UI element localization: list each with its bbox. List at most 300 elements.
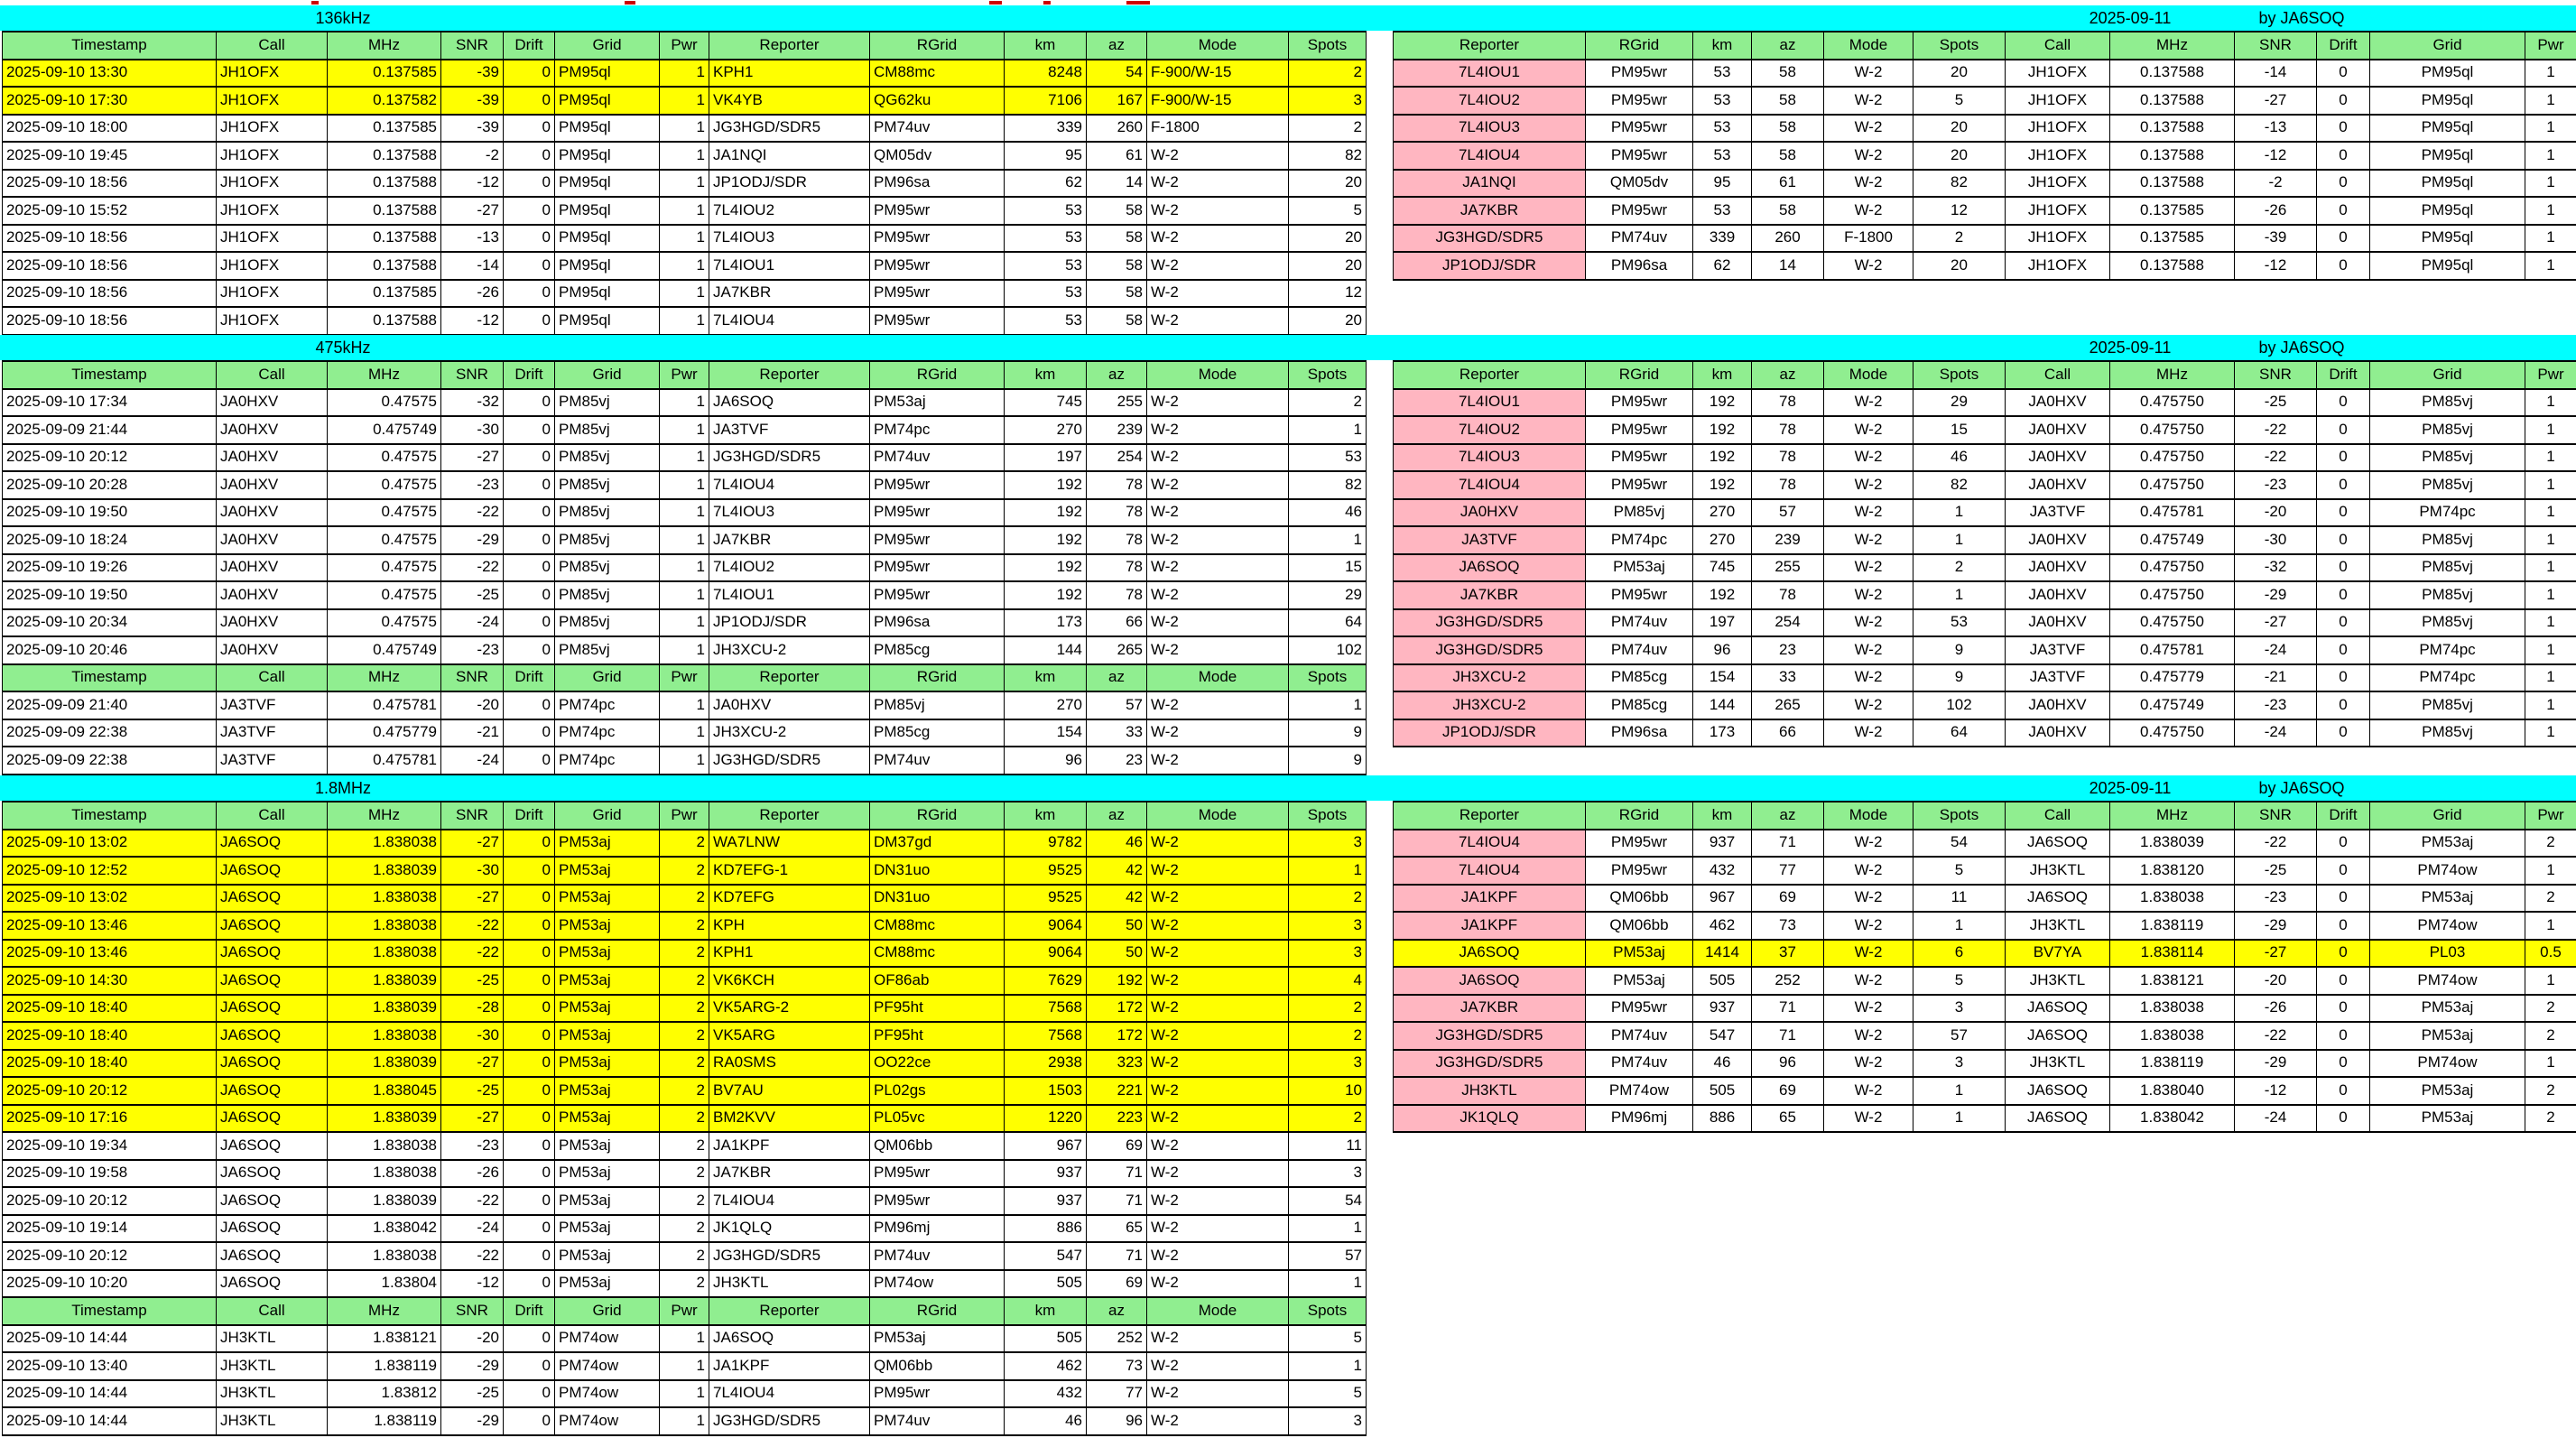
table-cell: JH3KTL	[2006, 1050, 2110, 1078]
table-cell: 1	[660, 1407, 709, 1435]
table-cell: 5	[1913, 857, 2006, 885]
table-row	[3, 747, 1367, 775]
table-cell: 0.47575	[328, 389, 441, 417]
table-cell: JH1OFX	[2006, 87, 2110, 115]
table-cell: PM74pc	[2370, 636, 2525, 664]
table-cell: 0	[2317, 225, 2370, 253]
table-cell: 2025-09-10 19:50	[3, 581, 217, 609]
table-cell: W-2	[1147, 636, 1289, 664]
table-cell: 2025-09-10 19:58	[3, 1160, 217, 1188]
table-cell: -27	[2235, 87, 2317, 115]
table-cell: 0	[504, 416, 555, 444]
column-header: Mode	[1824, 802, 1913, 830]
table-cell: 7L4IOU3	[709, 225, 870, 253]
table-row	[1394, 830, 2576, 858]
table-cell: 2	[1289, 885, 1367, 913]
table-cell: 33	[1752, 664, 1824, 692]
table-cell: 192	[1693, 471, 1752, 499]
table-cell: PM85vj	[2370, 554, 2525, 582]
table-cell: PM53aj	[555, 995, 660, 1023]
table-cell: 1	[1289, 691, 1367, 719]
table-cell: 0	[2317, 252, 2370, 280]
table-cell: -12	[441, 307, 504, 335]
table-cell: 2	[660, 1187, 709, 1215]
table-cell: PM85vj	[555, 609, 660, 637]
table-cell: PM74ow	[555, 1380, 660, 1408]
table-cell: 1.838038	[328, 1132, 441, 1160]
table-cell: JH3XCU-2	[709, 719, 870, 747]
table-cell: DN31uo	[870, 857, 1005, 885]
table-cell: -27	[2235, 940, 2317, 968]
table-cell: JH1OFX	[217, 280, 328, 308]
table-row	[3, 499, 1367, 527]
table-cell: 1	[2525, 636, 2576, 664]
table-cell: 29	[1289, 581, 1367, 609]
table-cell: 1.838119	[328, 1352, 441, 1380]
table-row	[3, 115, 1367, 143]
table-cell: 53	[1693, 87, 1752, 115]
table-cell: 7629	[1005, 967, 1087, 995]
table-cell: 20	[1913, 60, 2006, 88]
column-header: Mode	[1147, 802, 1289, 830]
table-cell: 7L4IOU4	[709, 307, 870, 335]
table-cell: F-1800	[1824, 225, 1913, 253]
table-cell: 270	[1693, 526, 1752, 554]
table-cell: JA0HXV	[217, 581, 328, 609]
table-cell: 0	[504, 1160, 555, 1188]
table-cell: JK1QLQ	[709, 1215, 870, 1243]
table-cell: 2025-09-10 19:14	[3, 1215, 217, 1243]
table-cell: 95	[1693, 170, 1752, 198]
table-cell: JA0HXV	[217, 499, 328, 527]
table-cell: PM95wr	[1586, 87, 1693, 115]
table-cell: 260	[1752, 225, 1824, 253]
table-cell: 78	[1752, 389, 1824, 417]
table-cell: 2	[660, 995, 709, 1023]
table-row	[3, 225, 1367, 253]
table-cell: PM74ow	[2370, 912, 2525, 940]
table-cell: PM53aj	[555, 967, 660, 995]
table-cell: 260	[1087, 115, 1147, 143]
table-cell: 0	[2317, 940, 2370, 968]
table-cell: 82	[1289, 142, 1367, 170]
table-cell: PM74uv	[870, 1407, 1005, 1435]
table-cell: 33	[1087, 719, 1147, 747]
table-cell: 1.838038	[328, 830, 441, 858]
table-cell: 0.475750	[2110, 581, 2235, 609]
table-cell: 0	[2317, 912, 2370, 940]
table-cell: -14	[441, 252, 504, 280]
table-cell: W-2	[1147, 1407, 1289, 1435]
table-cell: JA0HXV	[217, 609, 328, 637]
column-header: Timestamp	[3, 664, 217, 692]
table-cell: JA6SOQ	[217, 1160, 328, 1188]
table-cell: JH1OFX	[2006, 197, 2110, 225]
column-header: RGrid	[1586, 361, 1693, 389]
column-header: Pwr	[2525, 32, 2576, 60]
table-cell: KPH1	[709, 60, 870, 88]
table-cell: 1.838038	[2110, 995, 2235, 1023]
artifact-mark	[989, 1, 1002, 5]
table-cell: JA0HXV	[2006, 609, 2110, 637]
table-cell: PM53aj	[555, 1160, 660, 1188]
table-cell: 1	[2525, 444, 2576, 472]
table-cell: 2	[1289, 115, 1367, 143]
table-cell: 1	[2525, 416, 2576, 444]
table-cell: PL03	[2370, 940, 2525, 968]
table-cell: 154	[1693, 664, 1752, 692]
table-cell: 0.137585	[328, 60, 441, 88]
column-header: Reporter	[709, 664, 870, 692]
table-cell: W-2	[1824, 252, 1913, 280]
table-cell: PM85vj	[555, 389, 660, 417]
table-row	[1394, 1050, 2576, 1078]
table-cell: 9782	[1005, 830, 1087, 858]
table-cell: 462	[1005, 1352, 1087, 1380]
table-cell: 0	[2317, 1022, 2370, 1050]
table-cell: 61	[1752, 170, 1824, 198]
table-cell: 0	[504, 857, 555, 885]
table-cell: PM85cg	[1586, 691, 1693, 719]
table-cell: 1	[1913, 912, 2006, 940]
table-cell: PM85vj	[555, 416, 660, 444]
table-cell: PM95ql	[555, 225, 660, 253]
band-label: 136kHz	[315, 9, 371, 27]
table-cell: 1	[1289, 857, 1367, 885]
table-cell: 20	[1289, 252, 1367, 280]
table-cell: 0	[504, 252, 555, 280]
table-cell: 937	[1005, 1160, 1087, 1188]
table-cell: 223	[1087, 1105, 1147, 1133]
table-cell: JA0HXV	[217, 526, 328, 554]
table-row	[1394, 1105, 2576, 1133]
table-cell: 937	[1693, 995, 1752, 1023]
table-cell: F-1800	[1147, 115, 1289, 143]
table-cell: 7L4IOU4	[709, 471, 870, 499]
table-row	[3, 940, 1367, 968]
table-cell: 1	[1913, 1077, 2006, 1105]
table-cell: PM74pc	[555, 747, 660, 775]
table-cell: 1	[660, 719, 709, 747]
table-cell: 265	[1087, 636, 1147, 664]
column-header: Reporter	[1394, 802, 1586, 830]
table-row	[3, 691, 1367, 719]
table-cell: 0	[2317, 87, 2370, 115]
table-cell: 6	[1913, 940, 2006, 968]
table-cell: JH3XCU-2	[1394, 691, 1586, 719]
table-cell: W-2	[1147, 499, 1289, 527]
column-header: Call	[217, 664, 328, 692]
table-cell: JA6SOQ	[2006, 1105, 2110, 1133]
table-cell: 5	[1289, 1325, 1367, 1353]
table-cell: 102	[1913, 691, 2006, 719]
table-row	[1394, 471, 2576, 499]
table-cell: PM95wr	[1586, 197, 1693, 225]
table-row	[3, 307, 1367, 335]
table-cell: 66	[1752, 719, 1824, 747]
column-header: SNR	[2235, 802, 2317, 830]
table-cell: 53	[1005, 197, 1087, 225]
table-cell: 1	[2525, 252, 2576, 280]
table-cell: W-2	[1824, 60, 1913, 88]
table-cell: PM85vj	[555, 581, 660, 609]
table-cell: W-2	[1824, 444, 1913, 472]
table-cell: 58	[1087, 252, 1147, 280]
table-cell: 0.475749	[328, 416, 441, 444]
table-cell: 1.838038	[328, 912, 441, 940]
table-cell: 0.137588	[328, 142, 441, 170]
table-cell: 192	[1005, 554, 1087, 582]
table-cell: -22	[441, 499, 504, 527]
column-header: Timestamp	[3, 802, 217, 830]
table-cell: 2	[660, 1132, 709, 1160]
table-cell: 173	[1005, 609, 1087, 637]
table-cell: 0.475779	[2110, 664, 2235, 692]
table-cell: W-2	[1824, 691, 1913, 719]
table-cell: CM88mc	[870, 60, 1005, 88]
artifact-mark	[625, 1, 635, 5]
column-header: Timestamp	[3, 32, 217, 60]
table-cell: 2	[1289, 1105, 1367, 1133]
column-header: az	[1087, 32, 1147, 60]
table-cell: JA1KPF	[709, 1352, 870, 1380]
table-cell: 71	[1752, 1022, 1824, 1050]
table-cell: 1.838038	[328, 1160, 441, 1188]
table-row	[3, 471, 1367, 499]
table-cell: W-2	[1147, 471, 1289, 499]
table-cell: 0	[2317, 471, 2370, 499]
table-cell: 1	[660, 87, 709, 115]
table-cell: 2025-09-10 13:30	[3, 60, 217, 88]
table-cell: 58	[1087, 197, 1147, 225]
table-cell: PM74ow	[870, 1270, 1005, 1298]
table-cell: 0	[504, 170, 555, 198]
table-cell: PF95ht	[870, 1022, 1005, 1050]
table-cell: JA3TVF	[2006, 499, 2110, 527]
table-cell: 96	[1005, 747, 1087, 775]
table-cell: 57	[1913, 1022, 2006, 1050]
table-cell: 11	[1913, 885, 2006, 913]
table-cell: 1	[660, 636, 709, 664]
table-cell: 2	[2525, 1022, 2576, 1050]
table-cell: JA0HXV	[2006, 554, 2110, 582]
table-cell: PM74uv	[870, 747, 1005, 775]
table-cell: 1	[660, 691, 709, 719]
table-cell: 0	[2317, 1050, 2370, 1078]
table-cell: 1	[2525, 471, 2576, 499]
table-row	[1394, 940, 2576, 968]
table-cell: -29	[441, 1352, 504, 1380]
table-cell: W-2	[1824, 830, 1913, 858]
table-cell: -32	[2235, 554, 2317, 582]
table-cell: -23	[2235, 691, 2317, 719]
table-cell: JA3TVF	[2006, 664, 2110, 692]
table-cell: JH1OFX	[217, 197, 328, 225]
table-cell: 1.838042	[2110, 1105, 2235, 1133]
table-row	[3, 636, 1367, 664]
table-cell: 2025-09-09 22:38	[3, 719, 217, 747]
table-cell: CM88mc	[870, 912, 1005, 940]
table-cell: W-2	[1147, 252, 1289, 280]
column-header: Reporter	[1394, 361, 1586, 389]
table-cell: 2025-09-10 18:56	[3, 170, 217, 198]
table-cell: W-2	[1147, 280, 1289, 308]
table-cell: PM95wr	[870, 554, 1005, 582]
table-cell: W-2	[1147, 1132, 1289, 1160]
column-header: SNR	[441, 1297, 504, 1325]
column-header: RGrid	[1586, 802, 1693, 830]
column-header: MHz	[2110, 32, 2235, 60]
table-cell: 2025-09-10 15:52	[3, 197, 217, 225]
table-cell: 3	[1913, 1050, 2006, 1078]
table-cell: JA3TVF	[217, 747, 328, 775]
table-cell: W-2	[1824, 885, 1913, 913]
table-cell: 71	[1752, 830, 1824, 858]
table-cell: 0	[504, 1380, 555, 1408]
table-cell: 62	[1693, 252, 1752, 280]
table-cell: 46	[1005, 1407, 1087, 1435]
table-cell: PM74ow	[555, 1325, 660, 1353]
column-header: Reporter	[709, 802, 870, 830]
table-cell: 1	[2525, 1050, 2576, 1078]
table-cell: 20	[1289, 170, 1367, 198]
table-cell: 7L4IOU4	[709, 1380, 870, 1408]
table-cell: W-2	[1147, 1160, 1289, 1188]
table-cell: 2025-09-10 18:40	[3, 995, 217, 1023]
column-header: Spots	[1913, 802, 2006, 830]
table-cell: -22	[441, 1242, 504, 1270]
table-cell: PM95ql	[2370, 225, 2525, 253]
column-header: Timestamp	[3, 1297, 217, 1325]
table-cell: JA6SOQ	[217, 1242, 328, 1270]
column-header: Drift	[2317, 32, 2370, 60]
table-cell: 73	[1752, 912, 1824, 940]
column-header: Spots	[1289, 802, 1367, 830]
table-cell: JA3TVF	[217, 691, 328, 719]
table-row	[3, 252, 1367, 280]
column-header: Mode	[1147, 664, 1289, 692]
table-cell: 0	[504, 389, 555, 417]
table-row	[1394, 170, 2576, 198]
table-cell: PM85vj	[2370, 719, 2525, 747]
table-cell: 10	[1289, 1077, 1367, 1105]
table-cell: 1	[660, 280, 709, 308]
table-cell: 2025-09-09 21:44	[3, 416, 217, 444]
table-cell: 1	[1913, 1105, 2006, 1133]
table-cell: 46	[1087, 830, 1147, 858]
column-header: Grid	[555, 664, 660, 692]
table-cell: 2	[660, 940, 709, 968]
table-cell: 239	[1752, 526, 1824, 554]
table-cell: KD7EFG-1	[709, 857, 870, 885]
table-cell: PM96sa	[870, 609, 1005, 637]
table-cell: 2	[660, 1242, 709, 1270]
column-header: RGrid	[870, 361, 1005, 389]
column-header: Drift	[504, 361, 555, 389]
table-cell: PM53aj	[555, 1270, 660, 1298]
table-cell: JH3KTL	[217, 1325, 328, 1353]
column-header: km	[1005, 664, 1087, 692]
table-cell: 1503	[1005, 1077, 1087, 1105]
column-header: Reporter	[709, 361, 870, 389]
band-label: 475kHz	[315, 339, 371, 357]
table-cell: 0.47575	[328, 526, 441, 554]
table-cell: 78	[1752, 416, 1824, 444]
header-row	[3, 361, 1367, 389]
table-cell: 20	[1913, 142, 2006, 170]
column-header: km	[1693, 802, 1752, 830]
table-cell: PM85vj	[2370, 691, 2525, 719]
column-header: Pwr	[660, 361, 709, 389]
table-cell: 7L4IOU2	[709, 197, 870, 225]
table-cell: JA3TVF	[709, 416, 870, 444]
table-cell: VK4YB	[709, 87, 870, 115]
table-row	[1394, 1022, 2576, 1050]
table-cell: PM95ql	[555, 170, 660, 198]
table-cell: -21	[2235, 664, 2317, 692]
table-cell: JH1OFX	[2006, 170, 2110, 198]
table-cell: 0.137588	[328, 225, 441, 253]
report-author: by JA6SOQ	[2258, 339, 2345, 357]
table-cell: JA3TVF	[1394, 526, 1586, 554]
table-cell: OF86ab	[870, 967, 1005, 995]
table-cell: 2	[1289, 389, 1367, 417]
table-cell: 2025-09-09 21:40	[3, 691, 217, 719]
table-cell: 2	[2525, 1077, 2576, 1105]
table-cell: 2	[1913, 554, 2006, 582]
column-header: Spots	[1913, 32, 2006, 60]
table-cell: 0	[504, 636, 555, 664]
table-cell: -27	[2235, 609, 2317, 637]
table-cell: 20	[1913, 115, 2006, 143]
table-row	[1394, 197, 2576, 225]
table-cell: 2025-09-09 22:38	[3, 747, 217, 775]
table-cell: F-900/W-15	[1147, 60, 1289, 88]
table-cell: PM53aj	[2370, 995, 2525, 1023]
table-cell: 2938	[1005, 1050, 1087, 1078]
table-cell: PM74pc	[870, 416, 1005, 444]
table-cell: 0.475750	[2110, 444, 2235, 472]
table-cell: 0	[504, 1022, 555, 1050]
table-cell: 0	[504, 967, 555, 995]
table-cell: 69	[1752, 1077, 1824, 1105]
column-header: km	[1005, 1297, 1087, 1325]
table-cell: 1	[1289, 1270, 1367, 1298]
table-cell: PM85vj	[2370, 389, 2525, 417]
table-cell: 0.475750	[2110, 609, 2235, 637]
table-cell: 1.838039	[328, 857, 441, 885]
table-cell: 0	[2317, 581, 2370, 609]
table-cell: JP1ODJ/SDR	[709, 609, 870, 637]
table-cell: 1	[2525, 691, 2576, 719]
column-header: Grid	[555, 361, 660, 389]
table-cell: 323	[1087, 1050, 1147, 1078]
table-cell: 745	[1005, 389, 1087, 417]
table-1-8mhz-right	[1393, 801, 2576, 1133]
table-cell: KPH1	[709, 940, 870, 968]
table-cell: W-2	[1824, 912, 1913, 940]
table-cell: 0.137588	[2110, 170, 2235, 198]
table-cell: 1.838119	[2110, 912, 2235, 940]
band-header-475khz	[0, 335, 2576, 360]
table-cell: -20	[441, 1325, 504, 1353]
table-cell: 1	[660, 252, 709, 280]
table-row	[1394, 554, 2576, 582]
table-cell: JA6SOQ	[1394, 967, 1586, 995]
table-cell: PM95ql	[2370, 252, 2525, 280]
table-cell: 46	[1289, 499, 1367, 527]
table-cell: 0	[504, 912, 555, 940]
